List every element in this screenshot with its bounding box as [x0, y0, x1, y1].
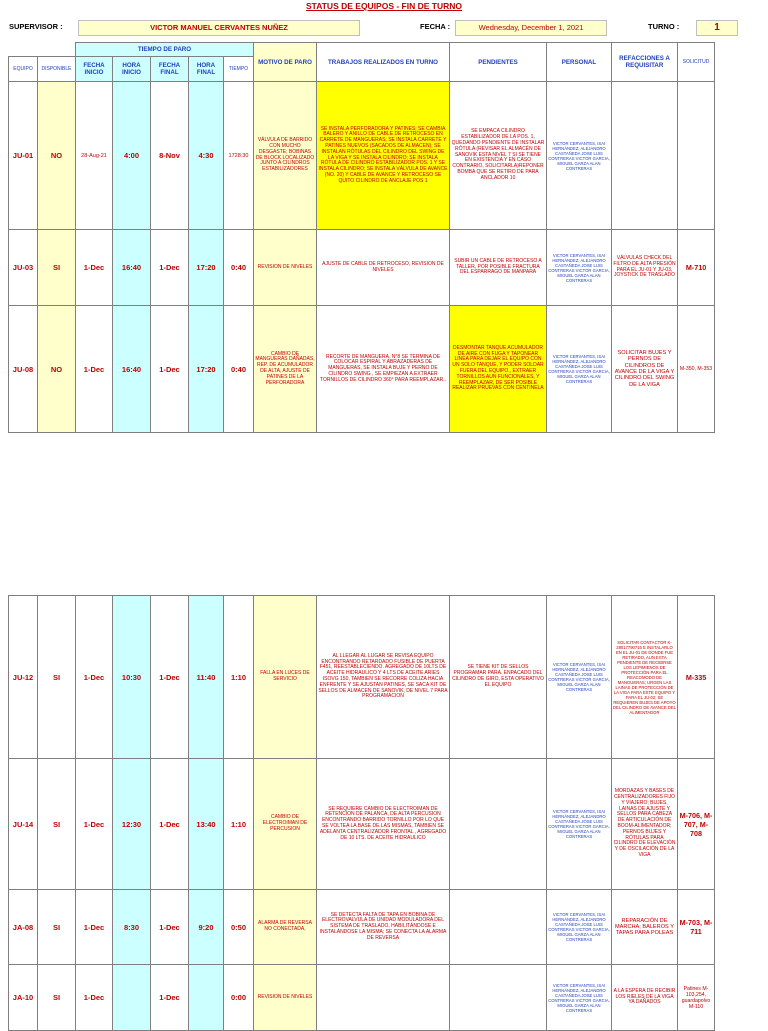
table-row [9, 230, 715, 306]
equipo-cell: JU-12 [9, 596, 38, 759]
hora-inicio-cell: 8:30 [113, 890, 151, 965]
fecha-inicio-cell: 28-Aug-21 [76, 82, 113, 230]
fecha-final-cell: 1-Dec [151, 759, 189, 890]
disponible-cell: SI [38, 890, 76, 965]
equipo-cell: JU-14 [9, 759, 38, 890]
refacciones-cell: MORDAZAS Y BASES DE CENTRALIZADORES FIJO Y VIAJERO; BUJES, LAINAS DE AJUSTE Y SELLOS PARA CABEZA DE ARTICULACIÓN DE BOOM-ALIMENTADOR; PERNOS BUJES Y RÓTULAS PARA CILINDRO DE ELEVACIÓN Y DE OSCILACIÓN DE LA VIGA [612, 759, 678, 890]
hora-final-cell: 17:20 [189, 306, 224, 433]
fecha-inicio-cell: 1-Dec [76, 230, 113, 306]
trabajos-cell: AJUSTE DE CABLE DE RETROCESO, REVISION DE NIVELES [317, 230, 450, 306]
shift-label: TURNO : [648, 22, 680, 31]
hora-final-cell: 11:40 [189, 596, 224, 759]
tiempo-cell: 0:40 [224, 230, 254, 306]
trabajos-cell [317, 965, 450, 1031]
motivo-cell: ALARMA DE REVERSA NO CONECTADA, [254, 890, 317, 965]
header-tiempo-de-paro: TIEMPO DE PARO [76, 43, 254, 57]
fecha-inicio-cell: 1-Dec [76, 759, 113, 890]
hora-inicio-cell: 16:40 [113, 306, 151, 433]
trabajos-cell: AL LLEGAR AL LUGAR SE REVISA EQUIPO ENCONTRANDO RETARDADO FUSIBLE DE PUERTA F451, REESTABLECIENDO. AGREGADO DE 10LTS DE ACEITE HIDRAULICO Y 4 LTS DE ACEITE ARIES ISOVG 150, TAMBIEN SE RECORRE COLIZA HACIA ENFRENTE Y SE AJUSTAN PATINES, SE SACA KIT DE SELLOS DE ALMACEN DE SANOVIK, DE NIVEL 7 PARA PROGRAMACION [317, 596, 450, 759]
shift-field[interactable]: 1 [696, 20, 738, 36]
hora-inicio-cell: 16:40 [113, 230, 151, 306]
hora-inicio-cell: 4:00 [113, 82, 151, 230]
header-hora-final: HORA FINAL [189, 57, 224, 82]
motivo-cell: REVISION DE NIVELES [254, 230, 317, 306]
personal-cell: VICTOR CERVANTES, ISAI HERNÁNDEZ, ALEJANDRO CASTAÑEDA JOSE LUIS CONTRERAS VICTOR GARCIA, MIGUEL GARZA ALAN CONTRERAS [547, 759, 612, 890]
motivo-cell: CAMBIO DE ELECTROIMAN DE PERCUSION [254, 759, 317, 890]
solicitud-cell: M-710 [678, 230, 715, 306]
fecha-final-cell: 1-Dec [151, 890, 189, 965]
solicitud-cell: M-706, M-707, M-708 [678, 759, 715, 890]
table-row [9, 759, 715, 890]
equipo-cell: JU-01 [9, 82, 38, 230]
hora-inicio-cell [113, 965, 151, 1031]
disponible-cell: SI [38, 596, 76, 759]
hora-inicio-cell: 10:30 [113, 596, 151, 759]
header-motivo: MOTIVO DE PARO [254, 43, 317, 82]
pendientes-cell: SE EMPACA CILINDRO ESTABILIZADOR DE LA POS. 1, QUEDANDO PENDIENTE DE INSTALAR RÓTULA (REVISAR EL ALMACÉN DE SANOVIK ESTA NIVEL 7 SI SE TIENE EN EXISTENCIA Y EN CASO CONTRARIO, SOLICITARLA)REPONER BOMBA QUE SE RETIRO DE PARA ANCLADOR 10 [450, 82, 547, 230]
hora-final-cell: 17:20 [189, 230, 224, 306]
supervisor-label: SUPERVISOR : [9, 22, 63, 31]
refacciones-cell: REPARACIÓN DE MARCHA; BALEROS Y TAPAS PARA POLEAS [612, 890, 678, 965]
page-title: STATUS DE EQUIPOS - FIN DE TURNO [306, 1, 462, 11]
hora-final-cell [189, 965, 224, 1031]
table-row [9, 596, 715, 759]
motivo-cell: CAMBIO DE MANGUERAS DAÑADAS, REP. DE ACUMULADOR DE ALTA, AJUSTE DE PATINES DE LA PERFORADORA [254, 306, 317, 433]
header-pendientes: PENDIENTES [450, 43, 547, 82]
tiempo-cell: 1728:30 [224, 82, 254, 230]
refacciones-cell: SOLICITAR CONTACTOR K-28017790716 E INSTALARLO EN EL JU-01 DE DONDE FUE RETIRADO, AUN ESTA PENDIENTE DE RECIBIRSE LOS LEPIMIENOS DE PROTECCIÓN PARA EL REACOMODO DE MANGUERAS; URGEN LAS LAINAS DE PROTECCIÓN DE LA VIGA PARA ESTE EQUIPO Y PARA EL JU-02; SE REQUIEREN BUJES DE APOYO DEL CILINDRO DE AVANCE DEL ALIMENTADOR [612, 596, 678, 759]
equipo-cell: JA-08 [9, 890, 38, 965]
motivo-cell: REVISION DE NIVELES [254, 965, 317, 1031]
fecha-inicio-cell: 1-Dec [76, 965, 113, 1031]
equipo-cell: JU-08 [9, 306, 38, 433]
header-trabajos: TRABAJOS REALIZADOS EN TURNO [317, 43, 450, 82]
equipment-table-top [8, 42, 715, 433]
pendientes-cell: SE TIENE KIT DE SELLOS PROGRAMAR PARA. ENPACADO DEL CILINDRO DE GIRO, ESTA OPERATIVO EL EQUIPO [450, 596, 547, 759]
header-fecha-final: FECHA FINAL [151, 57, 189, 82]
solicitud-cell: Patines M-103,254, guardapolvo M-110 [678, 965, 715, 1031]
tiempo-cell: 0:00 [224, 965, 254, 1031]
hora-inicio-cell: 12:30 [113, 759, 151, 890]
personal-cell: VICTOR CERVANTES, ISAI HERNÁNDEZ, ALEJANDRO CASTAÑEDA JOSE LUIS CONTRERAS VICTOR GARCIA, MIGUEL GARZA ALAN CONTRERAS [547, 596, 612, 759]
tiempo-cell: 0:40 [224, 306, 254, 433]
header-disponible: DISPONIBLE [38, 57, 76, 82]
header-fecha-inicio: FECHA INICIO [76, 57, 113, 82]
solicitud-cell: M-335 [678, 596, 715, 759]
fecha-final-cell: 1-Dec [151, 306, 189, 433]
disponible-cell: SI [38, 230, 76, 306]
equipo-cell: JA-10 [9, 965, 38, 1031]
fecha-inicio-cell: 1-Dec [76, 306, 113, 433]
date-label: FECHA : [420, 22, 451, 31]
personal-cell: VICTOR CERVANTES, ISAI HERNÁNDEZ, ALEJANDRO CASTAÑEDA JOSE LUIS CONTRERAS VICTOR GARCIA, MIGUEL GARZA ALAN CONTRERAS [547, 965, 612, 1031]
equipment-table-bottom [8, 595, 715, 1031]
hora-final-cell: 4:30 [189, 82, 224, 230]
personal-cell: VICTOR CERVANTES, ISAI HERNÁNDEZ, ALEJANDRO CASTAÑEDA JOSE LUIS CONTRERAS VICTOR GARCIA, MIGUEL GARZA ALAN CONTRERAS [547, 306, 612, 433]
equipo-cell: JU-03 [9, 230, 38, 306]
pendientes-cell [450, 965, 547, 1031]
header-solicitud: SOLICITUD [678, 43, 715, 82]
fecha-inicio-cell: 1-Dec [76, 596, 113, 759]
header-personal: PERSONAL [547, 43, 612, 82]
pendientes-cell [450, 759, 547, 890]
trabajos-cell: RECORTE DE MANGUERA, N°8 SE TERMINA DE COLOCAR ESPIRAL Y ABRAZADERAS DE MANGUERAS, SE INSTALA BUJE Y PERNO DE CILINDRO SWING , SE EMPIEZAN A EXTRAER TORNILLOS DE CILINDRO 360° PARA REEMPLAZAR.. [317, 306, 450, 433]
date-field[interactable]: Wednesday, December 1, 2021 [455, 20, 607, 36]
disponible-cell: SI [38, 759, 76, 890]
solicitud-cell: M-350, M-353 [678, 306, 715, 433]
disponible-cell: NO [38, 306, 76, 433]
header-tiempo: TIEMPO [224, 57, 254, 82]
personal-cell: VICTOR CERVANTES, ISAI HERNÁNDEZ, ALEJANDRO CASTAÑEDA JOSE LUIS CONTRERAS VICTOR GARCIA, MIGUEL GARZA ALAN CONTRERAS [547, 82, 612, 230]
trabajos-cell: SE REQUIERE CAMBIO DE ELECTROIMAN DE RETENCION DE PALANCA, DE ALTA PERCUSION ENCONTRANDO BARRIDO TORNILLO POR LO QUE SE VOLTEA LA BASE DE LAS MISMAS, TAMBIEN SE ADELANTA CENTRALIZADOR FRONTAL , AGREGADO DE 10 LTS. DE ACEITE HIDRAULICO [317, 759, 450, 890]
solicitud-cell [678, 82, 715, 230]
supervisor-field[interactable]: VICTOR MANUEL CERVANTES NUÑEZ [78, 20, 360, 36]
header-hora-inicio: HORA INICIO [113, 57, 151, 82]
header-equipo: EQUIPO [9, 57, 38, 82]
tiempo-cell: 0:50 [224, 890, 254, 965]
trabajos-cell: SE DETECTA FALTA DE TAPA EN BOBINA DE ELECTROVALVULA DE UNIDAD MODULADORA DEL SISTEMA DE TRASLADO, HABILITÁNDOSE E INSTALÁNDOSE LA MISMA; SE CONECTA LA ALARMA DE REVERSA [317, 890, 450, 965]
fecha-final-cell: 1-Dec [151, 965, 189, 1031]
header-refacciones: REFACCIONES A REQUISITAR [612, 43, 678, 82]
fecha-inicio-cell: 1-Dec [76, 890, 113, 965]
motivo-cell: FALLA EN LUCES DE SERVICIO [254, 596, 317, 759]
trabajos-cell: SE INSTALA PERFORADORA Y PATINES; SE CAMBIA BALERO Y ANILLO DE CABLE DE RETROCESO EN CARRETE DE MANGUERAS; SE INSTALA CARRETE Y PATINES NUEVOS (SACADOS DE ALMACEN); SE INSTALAN RÓTULAS DEL CILINDRO DEL SWING DE LA VIGA Y SE INSTALA CILINDRO; SE INSTALA RÓTULA DE CILINDRO ESTABILIZADOR POS. 1 Y SE INSTALA CILINDRO; SE INSTALA VÁLVULA DE AVANCE (NO. 20) Y CABLE DE AVANCE Y RETROCESO SE QUITO CILINDRO DE ANCLAJE POS 1 [317, 82, 450, 230]
personal-cell: VICTOR CERVANTES, ISAI HERNÁNDEZ, ALEJANDRO CASTAÑEDA JOSE LUIS CONTRERAS VICTOR GARCIA, MIGUEL GARZA ALAN CONTRERAS [547, 890, 612, 965]
fecha-final-cell: 8-Nov [151, 82, 189, 230]
refacciones-cell: SOLICITAR BUJES Y PERNOS DE CILINDROS DE AVANCE DE LA VIGA Y CILINDRO DEL SWING DE LA VIGA [612, 306, 678, 433]
pendientes-cell [450, 890, 547, 965]
tiempo-cell: 1:10 [224, 759, 254, 890]
table-row [9, 890, 715, 965]
pendientes-cell: SUBIR UN CABLE DE RETROCESO A TALLER, POR POSIBLE FRACTURA DEL ESPARRAGO DE MANPARA [450, 230, 547, 306]
table-row [9, 82, 715, 230]
disponible-cell: SI [38, 965, 76, 1031]
refacciones-cell: A LA ESPERA DE RECIBIR LOS RIELES DE LA VIGA YA DAÑADOS [612, 965, 678, 1031]
disponible-cell: NO [38, 82, 76, 230]
refacciones-cell: VÁLVULAS CHECK DEL FILTRO DE ALTA PRESIÓN PARA EL JU-01 Y JU-03, JOYSTICK DE TRASLADO [612, 230, 678, 306]
solicitud-cell: M-703, M-711 [678, 890, 715, 965]
table-row [9, 306, 715, 433]
fecha-final-cell: 1-Dec [151, 230, 189, 306]
motivo-cell: VÁLVULA DE BARRIDO CON MUCHO DESGASTE; BOBINAS DE BLOCK LOCALIZADO JUNTO A CILINDROS ESTABILIZADORES [254, 82, 317, 230]
personal-cell: VICTOR CERVANTES, ISAI HERNÁNDEZ, ALEJANDRO CASTAÑEDA JOSE LUIS CONTRERAS VICTOR GARCIA, MIGUEL GARZA ALAN CONTRERAS [547, 230, 612, 306]
table-row [9, 965, 715, 1031]
tiempo-cell: 1:10 [224, 596, 254, 759]
fecha-final-cell: 1-Dec [151, 596, 189, 759]
refacciones-cell [612, 82, 678, 230]
pendientes-cell: DESMONTAR TANQUE ACUMULADOR DE AIRE CON FUGA Y TAPONEAR LINEA PARA DEJAR EL EQUIPO CON UN SOLO TANQUE, Y PODER SOLDAR FUERA DEL EQUIPO., EXTRAER TORNILLOS AUN FUNCIONALES, Y REEMPLAZAR, DE SER POSIBLE REALIZAR PRUEVAS CON CENTINELA [450, 306, 547, 433]
hora-final-cell: 13:40 [189, 759, 224, 890]
hora-final-cell: 9:20 [189, 890, 224, 965]
